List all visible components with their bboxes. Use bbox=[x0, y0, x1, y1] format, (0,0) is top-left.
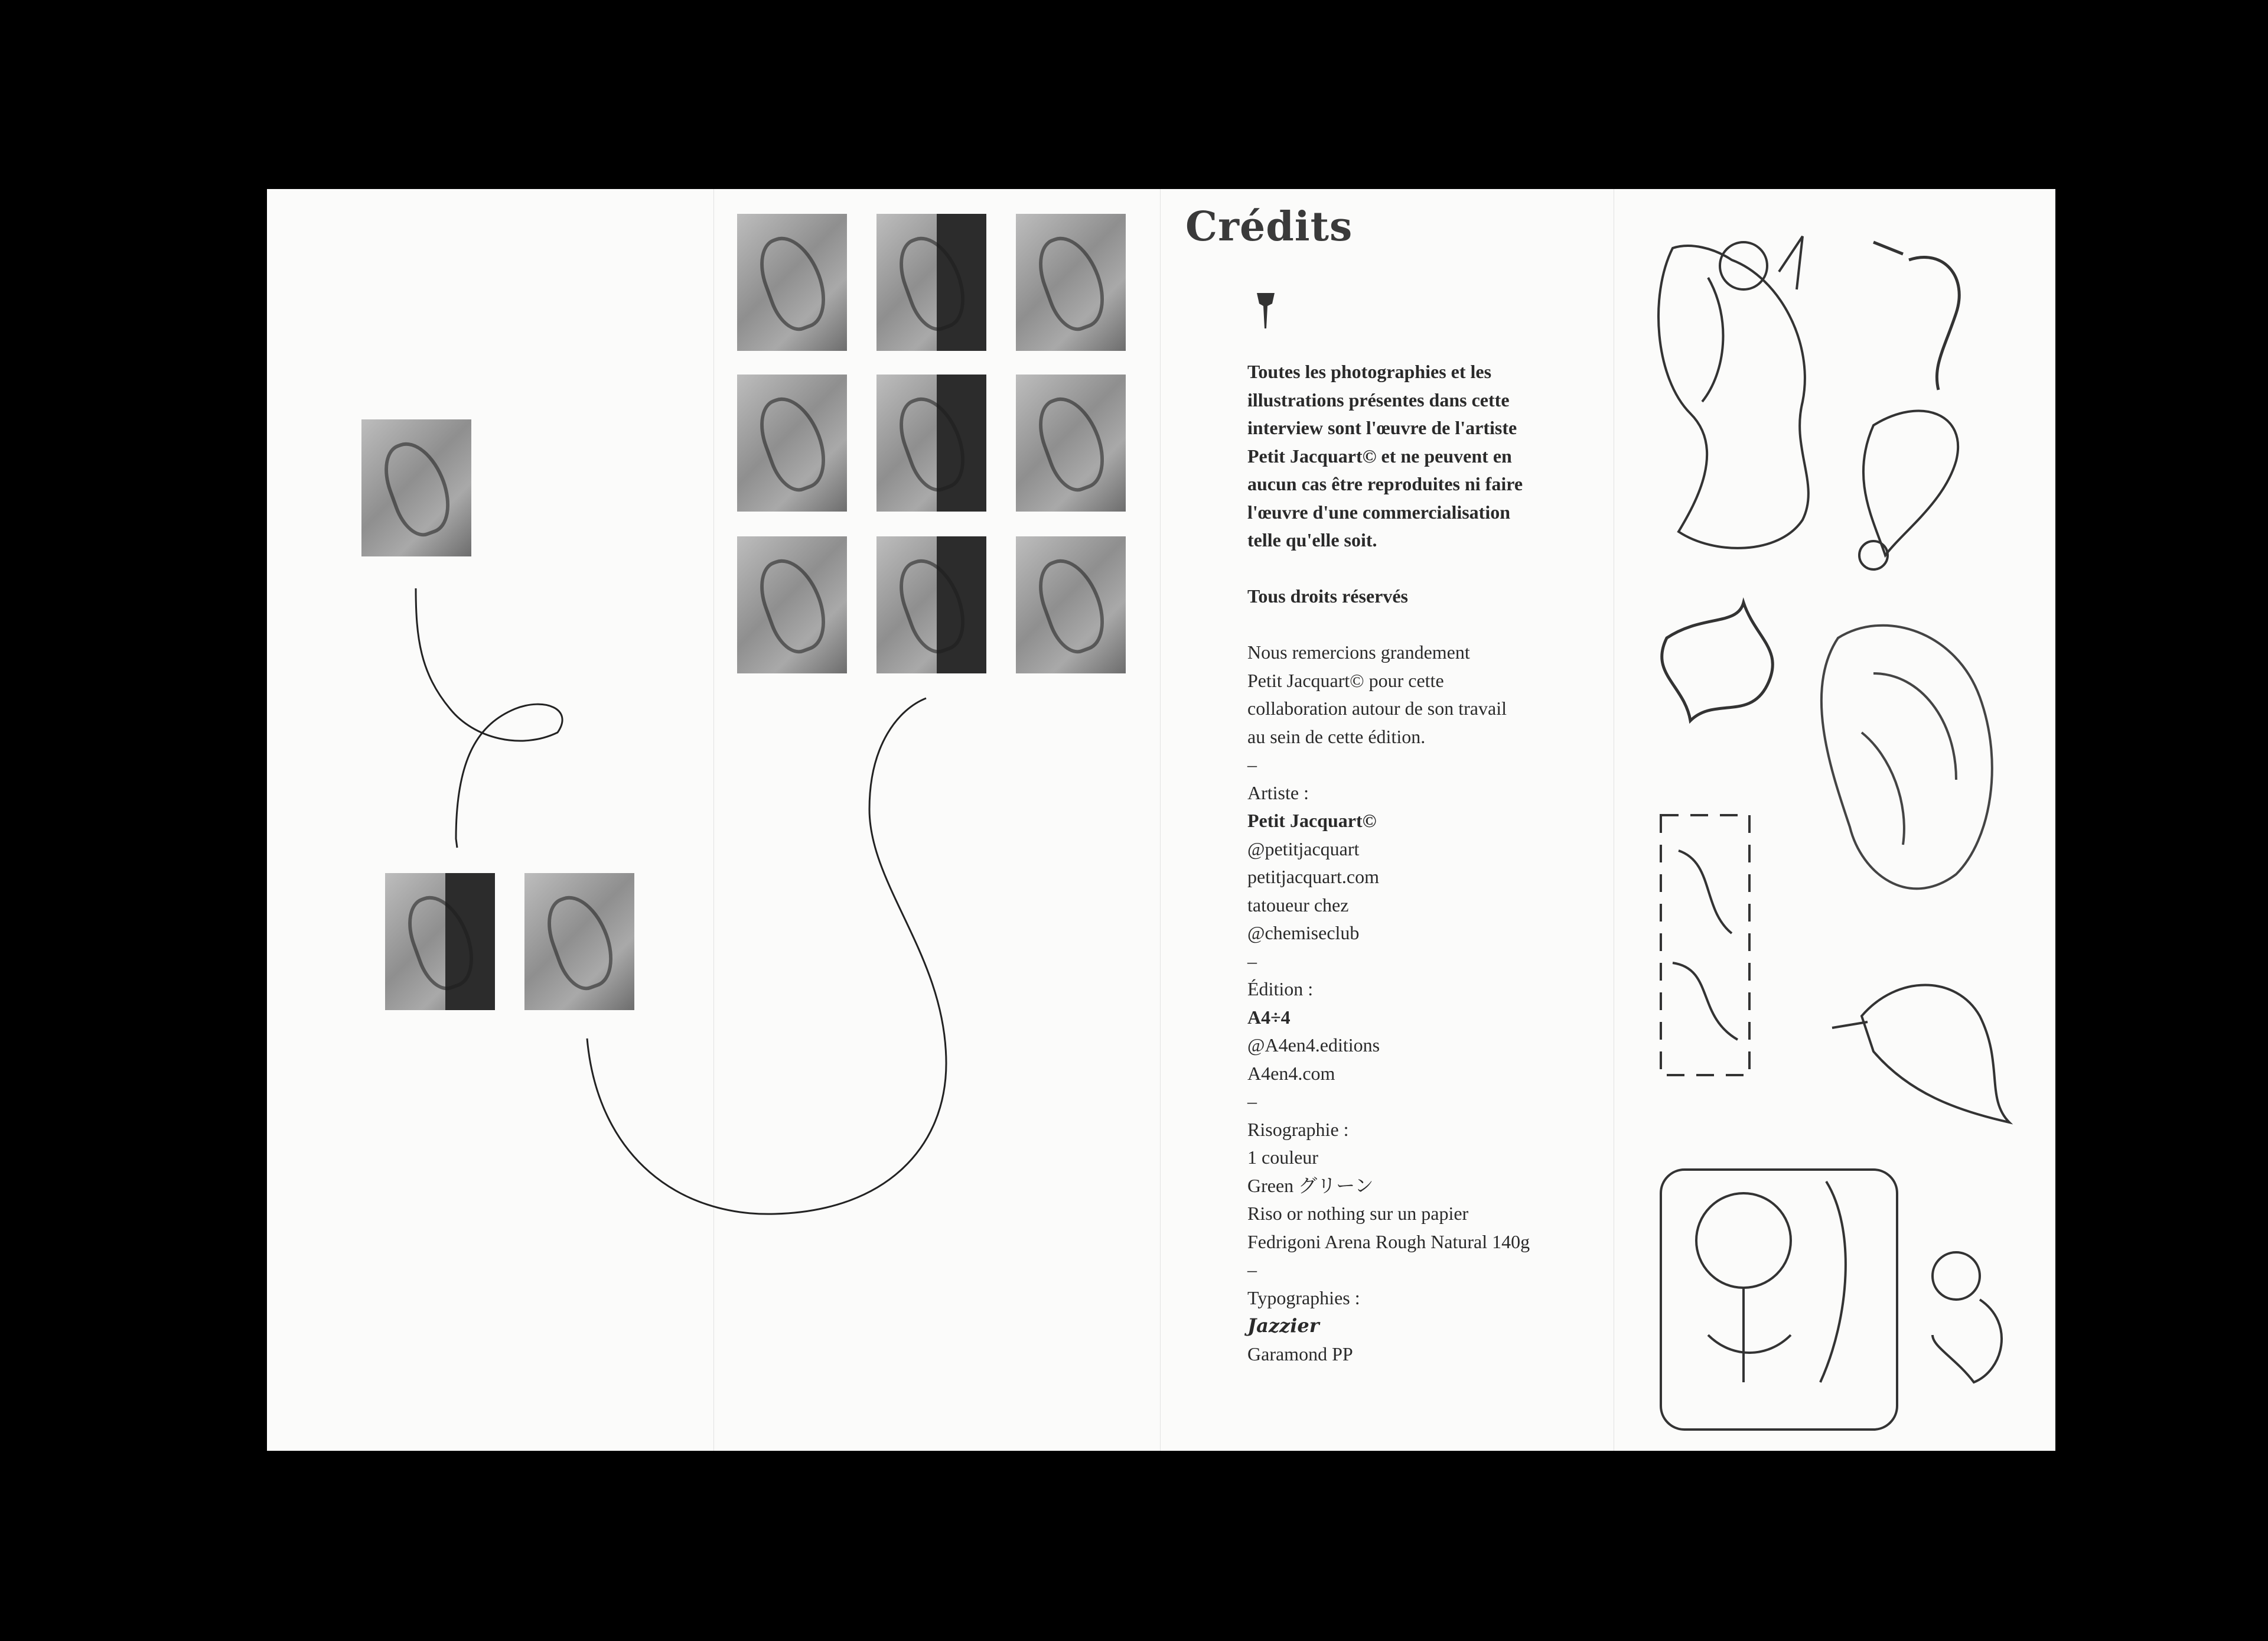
edition-instagram: @A4en4.editions bbox=[1247, 1034, 1380, 1056]
credits-title: Crédits bbox=[1185, 203, 1353, 250]
notice-line: illustrations présentes dans cette bbox=[1247, 389, 1510, 411]
thanks-line: au sein de cette édition. bbox=[1247, 725, 1426, 747]
notice-line: Toutes les photographies et les bbox=[1247, 361, 1492, 382]
riso-label: Risographie : bbox=[1247, 1118, 1349, 1140]
separator: – bbox=[1247, 1259, 1257, 1280]
edition-site: A4en4.com bbox=[1247, 1062, 1335, 1084]
artist-site: petitjacquart.com bbox=[1247, 866, 1380, 887]
typo-label: Typographies : bbox=[1247, 1287, 1360, 1308]
notice-line: l'œuvre d'une commercialisation bbox=[1247, 501, 1511, 523]
riso-paper: Riso or nothing sur un papier bbox=[1247, 1203, 1469, 1224]
artist-label: Artiste : bbox=[1247, 782, 1309, 803]
thanks-line: Nous remercions grandement bbox=[1247, 642, 1470, 663]
artist-instagram: @petitjacquart bbox=[1247, 838, 1360, 859]
copyright-notice bbox=[1247, 358, 1673, 555]
separator: – bbox=[1247, 1090, 1257, 1112]
artist-role: tatoueur chez bbox=[1247, 894, 1349, 916]
tattoo-illustrations bbox=[1625, 224, 2051, 1441]
typo-jazzier: Jazzier bbox=[1247, 1314, 1319, 1337]
pin-icon bbox=[1254, 289, 1278, 331]
separator: – bbox=[1247, 754, 1257, 775]
rights-text: Tous droits réservés bbox=[1247, 585, 1408, 607]
notice-line: interview sont l'œuvre de l'artiste bbox=[1247, 417, 1517, 438]
notice-line: telle qu'elle soit. bbox=[1247, 529, 1377, 551]
riso-colors: 1 couleur bbox=[1247, 1147, 1318, 1168]
separator: – bbox=[1247, 950, 1257, 972]
edition-name: A4÷4 bbox=[1247, 1006, 1291, 1028]
thanks-line: Petit Jacquart© pour cette bbox=[1247, 669, 1444, 691]
riso-ink: Green グリーン bbox=[1247, 1174, 1374, 1196]
credits-details bbox=[1247, 639, 1673, 1368]
artist-studio: @chemiseclub bbox=[1247, 922, 1360, 943]
notice-line: Petit Jacquart© et ne peuvent en bbox=[1247, 445, 1512, 467]
rights-notice bbox=[1247, 582, 1673, 611]
riso-paper: Fedrigoni Arena Rough Natural 140g bbox=[1247, 1230, 1530, 1252]
edition-label: Édition : bbox=[1247, 978, 1314, 999]
printed-spread bbox=[267, 189, 2055, 1451]
notice-line: aucun cas être reproduites ni faire bbox=[1247, 473, 1523, 494]
thanks-line: collaboration autour de son travail bbox=[1247, 698, 1507, 719]
typo-garamond: Garamond PP bbox=[1247, 1343, 1353, 1365]
artist-name: Petit Jacquart© bbox=[1247, 810, 1377, 831]
